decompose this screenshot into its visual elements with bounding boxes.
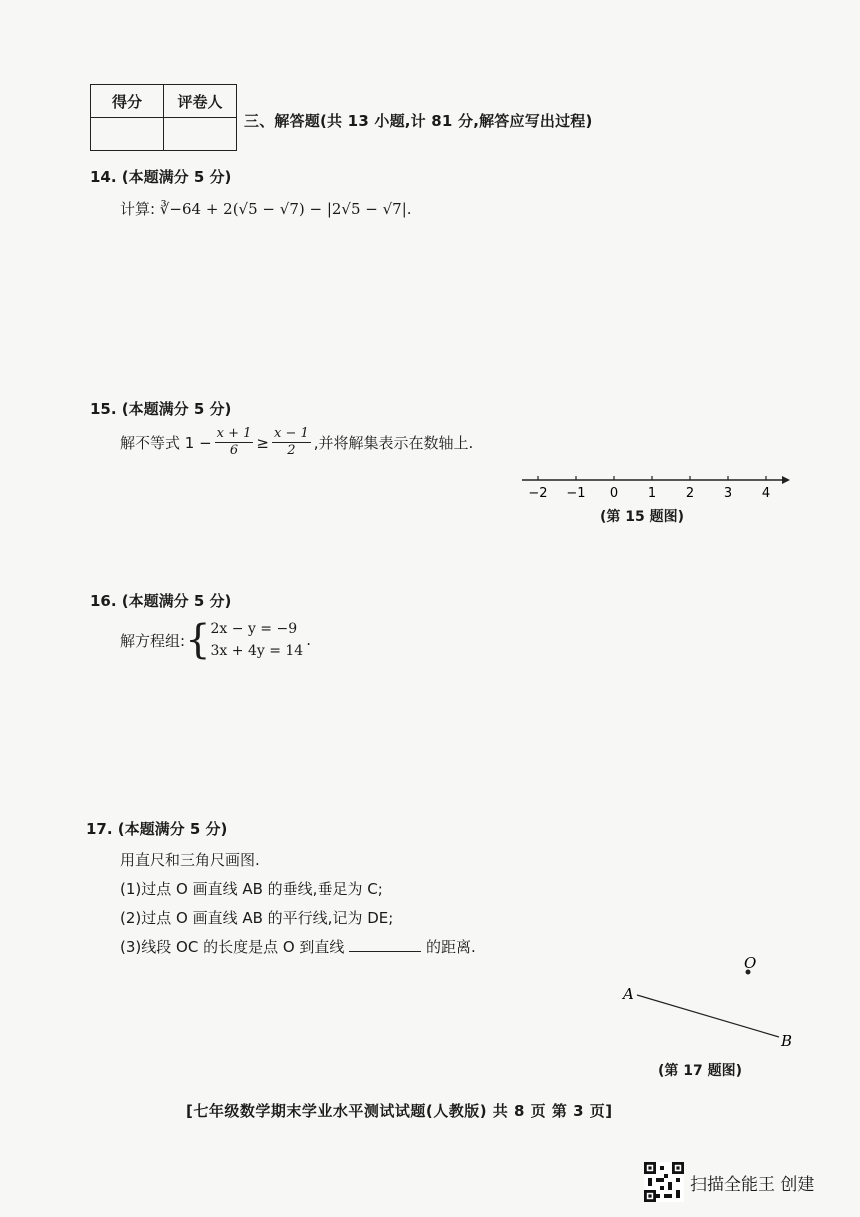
q17-item-1: (1)过点 O 画直线 AB 的垂线,垂足为 C; [120,880,383,898]
q15-geq: ≥ [256,433,269,452]
q16-system [211,618,304,662]
q17-intro: 用直尺和三角尺画图. [120,851,260,869]
q16-equation-1: 2x − y = −9 [210,621,298,637]
number-line-arrow-icon [782,476,790,484]
score-header: 得分 [91,85,164,118]
q16-period: . [306,631,311,649]
score-cell[interactable] [91,118,164,151]
q16-prefix: 解方程组: [120,631,186,650]
scanner-watermark [644,1162,814,1202]
number-line-tick-label: −2 [528,486,548,501]
q15-frac2-numerator: x − 1 [274,426,309,441]
q17-item-2: (2)过点 O 画直线 AB 的平行线,记为 DE; [120,909,394,927]
label-o: O [744,954,757,972]
number-line-tick-label: 4 [761,486,771,501]
number-line-tick-label: −1 [566,486,586,501]
grader-cell[interactable] [164,118,237,151]
q17-figure-caption: (第 17 题图) [658,1063,743,1079]
score-table [90,84,237,151]
q17-body [120,846,476,962]
q16-heading: 16. (本题满分 5 分) [90,592,232,610]
q15-figure-caption: (第 15 题图) [600,509,685,525]
brace-icon: { [185,617,211,663]
q14-body [120,198,412,219]
number-line [518,470,793,504]
q14-heading: 14. (本题满分 5 分) [90,168,232,186]
q17-item-3-start: (3)线段 OC 的长度是点 O 到直线 [120,938,345,956]
number-line-tick-label: 0 [609,486,619,501]
q17-figure [615,948,805,1048]
number-line-tick-label: 2 [685,486,695,501]
q14-expression: ∛−64 + 2(√5 − √7) − |2√5 − √7|. [159,200,412,218]
q16-body [120,618,311,662]
number-line-tick-label: 3 [723,486,733,501]
grader-header: 评卷人 [164,85,237,118]
q15-frac1-numerator: x + 1 [216,426,252,441]
q15-suffix: ,并将解集表示在数轴上. [313,434,474,452]
label-b: B [781,1032,793,1048]
q17-item-3 [120,933,476,962]
q15-prefix: 解不等式 1 − [120,434,212,452]
answer-blank[interactable] [349,937,421,952]
segment-ab [637,995,779,1037]
q14-prefix: 计算: [120,200,156,218]
watermark-text: 扫描全能王 创建 [690,1174,815,1195]
q15-frac2-denominator: 2 [287,443,296,458]
q15-body [120,426,473,459]
number-line-tick-label: 1 [647,486,657,501]
q15-frac1-denominator: 6 [229,443,239,458]
q15-fraction-1 [215,426,254,459]
page-footer: [七年级数学期末学业水平测试试题(人教版) 共 8 页 第 3 页] [186,1102,613,1120]
q16-equation-2: 3x + 4y = 14 [210,643,304,659]
section-title: 三、解答题(共 13 小题,计 81 分,解答应写出过程) [244,112,593,130]
q17-item-3-end: 的距离. [425,938,476,956]
q15-fraction-2 [272,426,311,459]
q17-heading: 17. (本题满分 5 分) [86,820,228,838]
label-a: A [623,985,634,1003]
qr-code-icon [644,1162,684,1202]
q15-heading: 15. (本题满分 5 分) [90,400,232,418]
